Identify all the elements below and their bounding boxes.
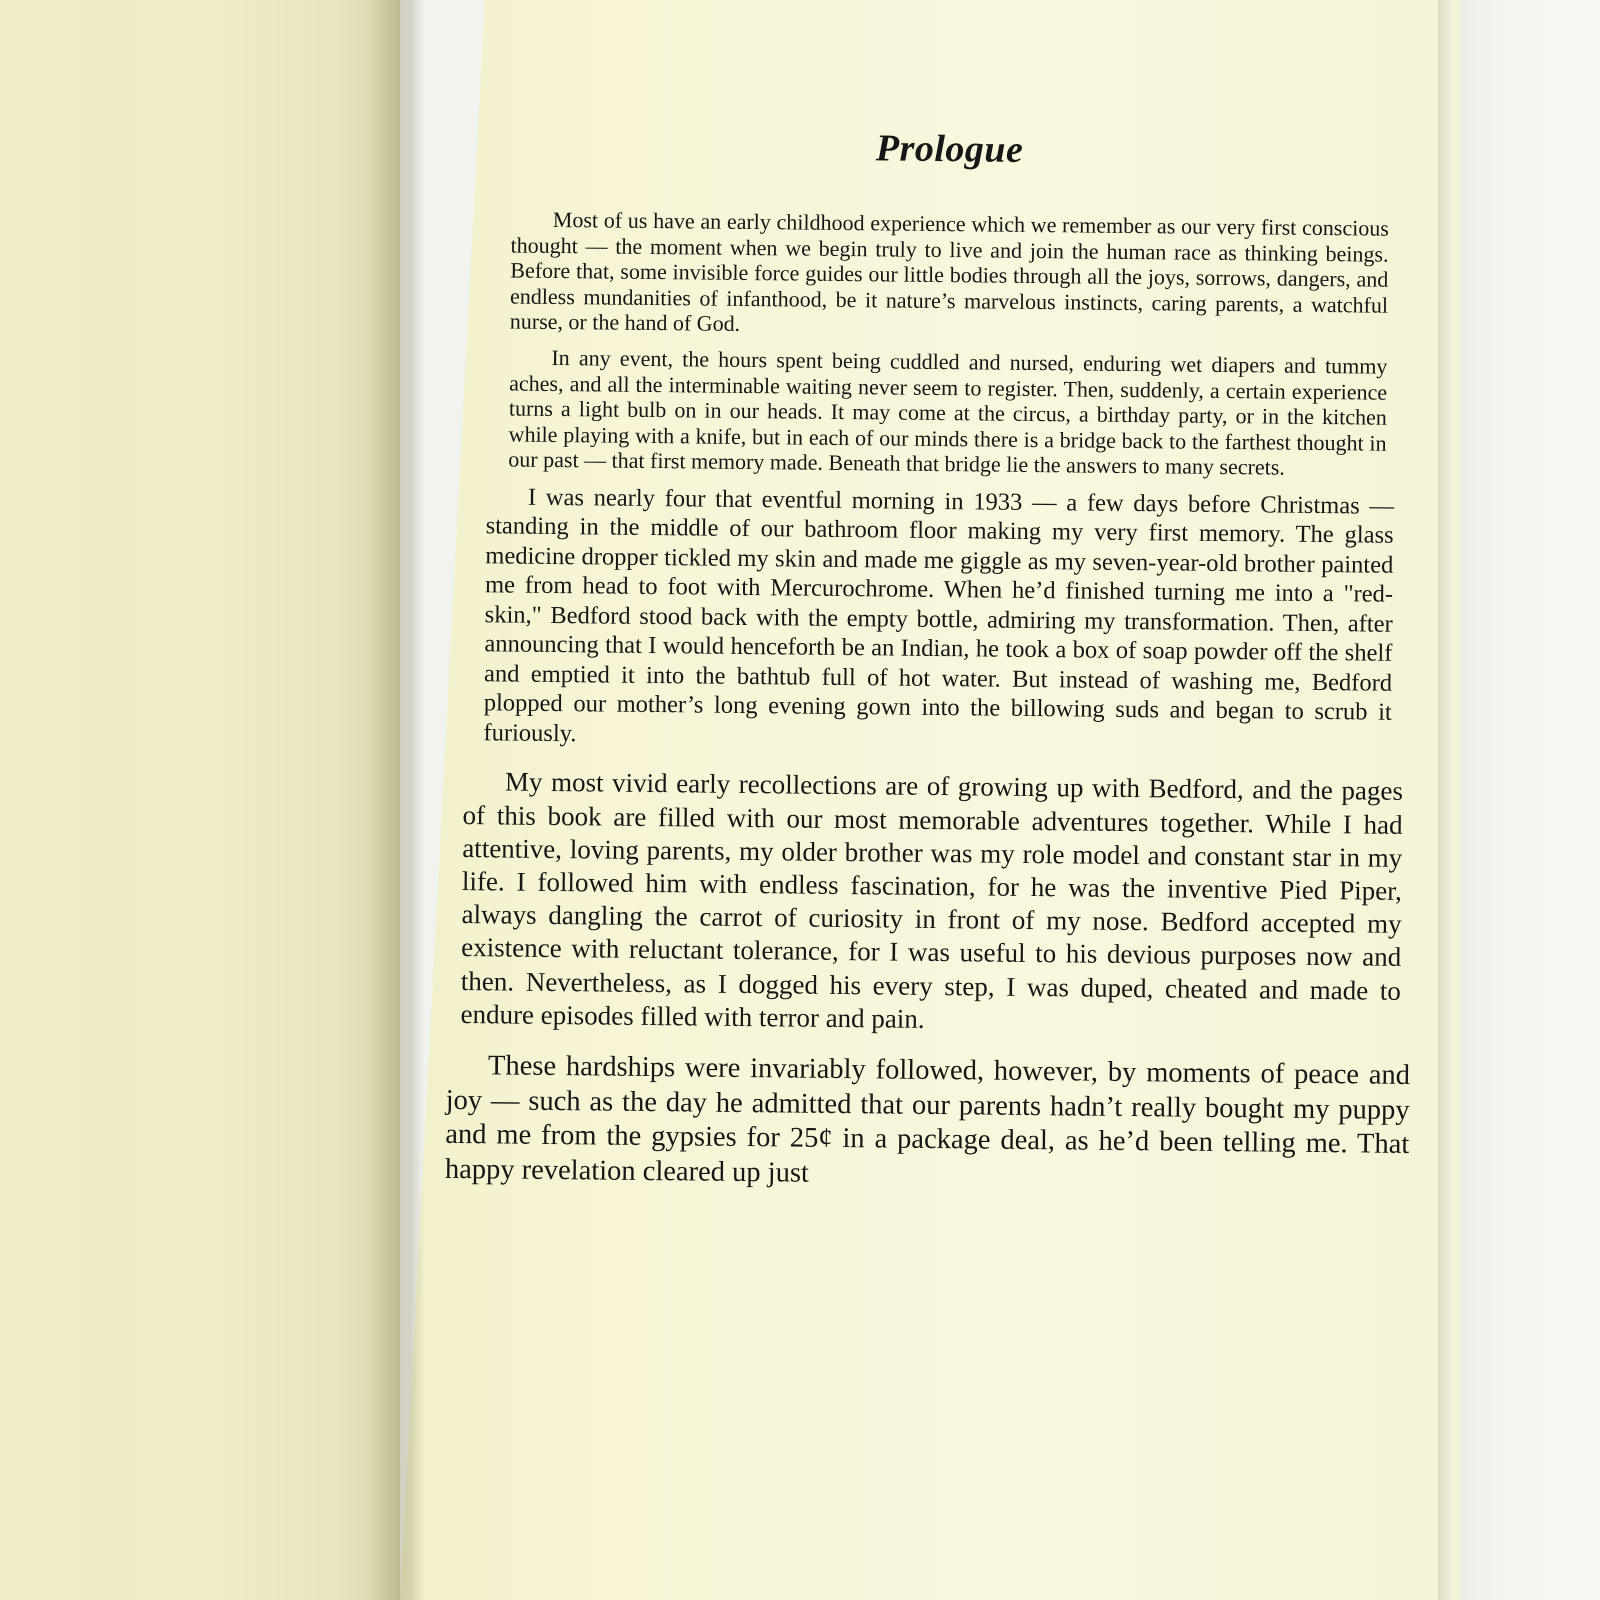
paragraph-4: My most vivid early recollections are of growing up with Bedford, and the pages of this book are filled with our most memorable adventures together. While I had attentive, loving parents, my older brother was my role model and constant star in my life. I followed him with endless fascination, for he was the inventive Pied Piper, always dangling the carrot of curiosity in front of my nose. Bedford accepted my existence with reluctant tolerance, for I was useful to his devious purposes now and then. Nevertheless, as I dogged his every step, I was duped, cheated and made to endure episodes filled with terror and pain. (460, 766, 1404, 1034)
prologue-text (444, 110, 1411, 1207)
book-gutter (365, 0, 425, 1600)
paragraph-2: In any event, the hours spent being cuddled and nursed, enduring wet diapers and tummy aches, and all the interminable waiting never seem to register. Then, suddenly, a certain experience turns a light bulb on in our heads. It may come at the circus, a birthday party, or in the kitchen while playing with a knife, but in each of our minds there is a bridge back to the farthest thought in our past — that first memory made. Beneath that bridge lie the answers to many secrets. (508, 344, 1388, 480)
paragraph-3: I was nearly four that eventful morning in 1933 — a few days before Christmas — standing in the middle of our bathroom floor making my very first memory. The glass medicine dropper tickled my skin and made me giggle as my seven-year-old brother painted me from head to foot with Mercurochrome. When he’d finished turning me into a "red-skin," Bedford stood back with the empty bottle, admiring my transformation. Then, after announcing that I would henceforth be an Indian, he took a box of soap powder off the shelf and emptied it into the bathtub full of hot water. But instead of washing me, Bedford plopped our mother’s long evening gown into the billowing suds and began to scrub it furiously. (483, 483, 1395, 748)
left-page (0, 0, 400, 1600)
table-surface (1440, 0, 1600, 1600)
page-edge (1438, 0, 1452, 1600)
paragraph-1: Most of us have an early childhood experience which we remember as our very first conscious thought — the moment when we begin truly to live and join the human race as thinking beings. Before that, some invisible force guides our little bodies through all the joys, sorrows, dangers, and endless mundanities of infanthood, be it nature’s marvelous instincts, caring parents, a watchful nurse, or the hand of God. (509, 206, 1389, 337)
paragraph-5: These hardships were invariably followed, however, by moments of peace and joy — such as the day he admitted that our parents hadn’t really bought my puppy and me from the gypsies for 25¢ in a package deal, as he’d been telling me. That happy revelation cleared up just (444, 1050, 1411, 1189)
page-title: Prologue (875, 127, 1024, 171)
